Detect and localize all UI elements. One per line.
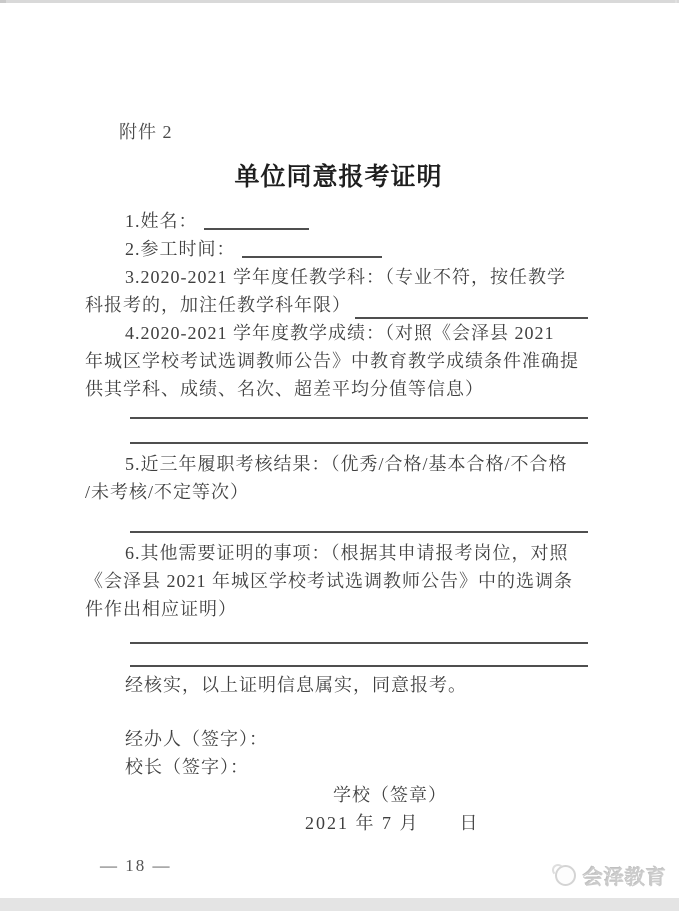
results-blank-line-1	[130, 403, 588, 419]
appraisal-blank-line	[130, 506, 588, 533]
form-item-name	[85, 207, 588, 235]
handler-signature-line: 经办人（签字）：	[125, 729, 268, 749]
document-body	[85, 207, 588, 837]
form-item-subject-line1: 3.2020-2021 学年度任教学科：（专业不符，按任教学	[125, 267, 566, 287]
document-page	[0, 3, 677, 898]
form-item-results-line3: 供其学科、成绩、名次、超差平均分值等信息）	[85, 379, 484, 399]
date-line: 2021 年 7 月 日	[305, 813, 480, 833]
form-item-appraisal-line2: /未考核/不定等次）	[85, 482, 250, 502]
scan-edge-bottom	[0, 898, 679, 911]
document-title: 单位同意报考证明	[234, 163, 443, 191]
other-blank-line-1	[130, 623, 588, 644]
watermark	[555, 861, 667, 890]
page-number: — 18 —	[100, 856, 172, 875]
name-label: 1.姓名：	[125, 211, 198, 231]
subject-blank-field	[355, 295, 588, 319]
school-seal-line: 学校（签章）	[333, 785, 447, 805]
form-item-other-line1: 6.其他需要证明的事项：（根据其申请报考岗位，对照	[125, 543, 569, 563]
form-item-appraisal-line1: 5.近三年履职考核结果：（优秀/合格/基本合格/不合格	[125, 454, 568, 474]
attachment-label: 附件 2	[119, 122, 173, 142]
subject-line2-text: 科报考的，加注任教学科年限）	[85, 295, 351, 315]
form-item-results-line2: 年城区学校考试选调教师公告》中教育教学成绩条件准确提	[85, 351, 579, 371]
results-blank-line-2	[130, 419, 588, 444]
huize-education-logo-icon	[555, 865, 576, 886]
form-item-other-line2: 《会泽县 2021 年城区学校考试选调教师公告》中的选调条	[85, 571, 573, 591]
name-blank-field	[204, 212, 309, 230]
start-date-blank-field	[242, 240, 382, 258]
form-item-results-line1: 4.2020-2021 学年度教学成绩：（对照《会泽县 2021	[125, 323, 555, 343]
form-item-subject-line2	[85, 291, 588, 319]
confirmation-statement: 经核实，以上证明信息属实，同意报考。	[125, 675, 467, 695]
form-item-start-date	[85, 235, 588, 263]
other-blank-line-2	[130, 644, 588, 667]
start-date-label: 2.参工时间：	[125, 239, 236, 259]
principal-signature-line: 校长（签字）：	[125, 757, 249, 777]
form-item-other-line3: 件作出相应证明）	[85, 599, 237, 619]
watermark-text: 会泽教育	[583, 867, 667, 889]
